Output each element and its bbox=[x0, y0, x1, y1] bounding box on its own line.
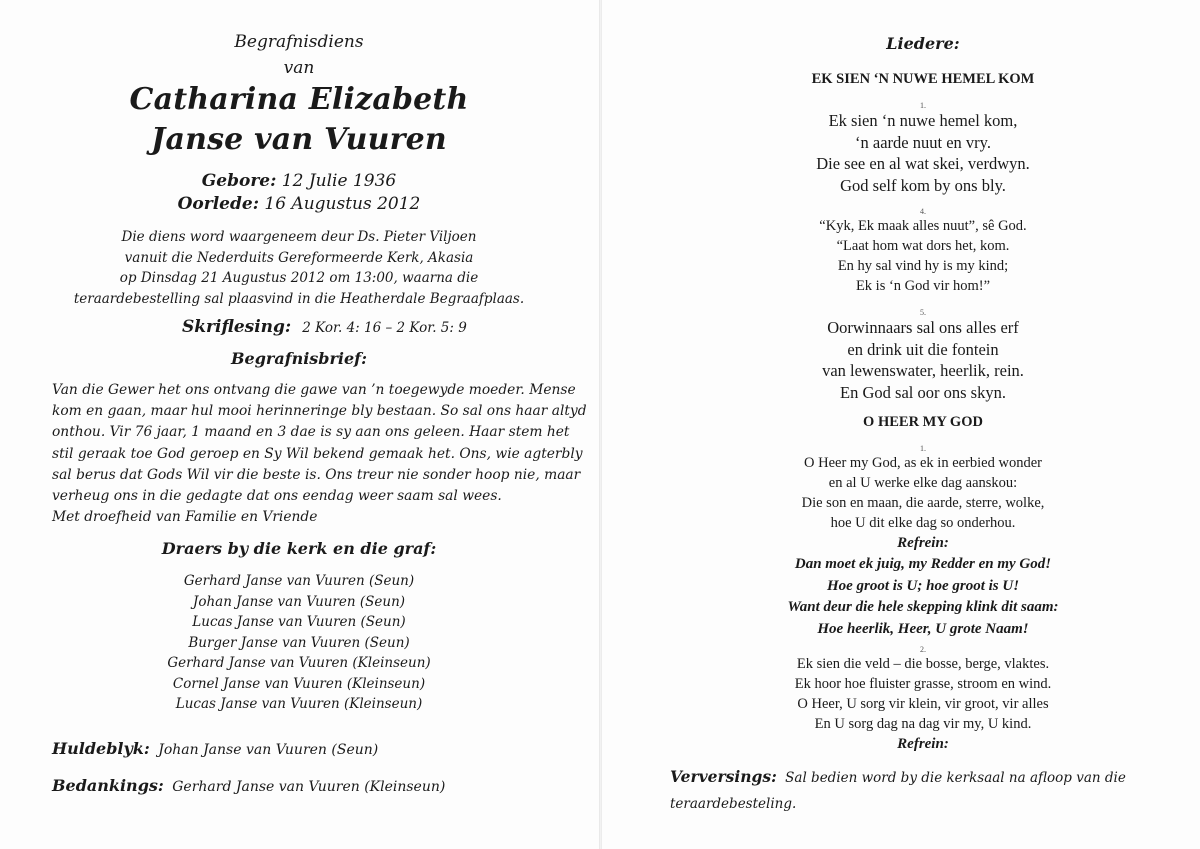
service-heading-van: van bbox=[283, 58, 315, 78]
tribute-value: Johan Janse van Vuuren (Seun) bbox=[158, 742, 379, 758]
bearer-item: Gerhard Janse van Vuuren (Seun) bbox=[183, 573, 415, 589]
verse-line: en al U werke elke dag aanskou: bbox=[828, 475, 1018, 491]
refreshments-label: Verversings: bbox=[670, 767, 777, 786]
verse-line: O Heer, U sorg vir klein, vir groot, vir alles bbox=[797, 696, 1049, 712]
right-page bbox=[603, 0, 1200, 849]
song1-verse5 bbox=[603, 317, 1200, 403]
verse-line: Ek is ‘n God vir hom!” bbox=[855, 278, 991, 294]
letter-line: verheug ons in die gedagte dat ons eendag weer saam sal wees. bbox=[52, 488, 502, 505]
died-label: Oorlede: bbox=[177, 194, 259, 214]
thanks-value: Gerhard Janse van Vuuren (Kleinseun) bbox=[172, 779, 446, 795]
service-heading: Begrafnisdiens bbox=[234, 32, 364, 52]
verse-line: En God sal oor ons skyn. bbox=[840, 382, 1006, 402]
refreshments bbox=[670, 764, 1190, 817]
bearer-item: Cornel Janse van Vuuren (Kleinseun) bbox=[172, 675, 426, 692]
letter-line: sal berus dat Gods Wil vir die beste is. Ons treur nie sonder hoop nie, maar bbox=[52, 466, 581, 483]
page-fold bbox=[599, 0, 602, 849]
verse-number: 1. bbox=[920, 101, 926, 110]
service-line: teraardebestelling sal plaasvind in die Heatherdale Begraafplaas. bbox=[73, 290, 525, 307]
verse-line: Ek hoor hoe fluister grasse, stroom en wind. bbox=[794, 676, 1052, 692]
verse-line: En U sorg dag na dag vir my, U kind. bbox=[814, 716, 1032, 732]
bearer-item: Burger Janse van Vuuren (Seun) bbox=[188, 634, 410, 651]
verse-line: “Laat hom wat dors het, kom. bbox=[836, 238, 1010, 254]
refreshments-text: Sal bedien word by die kerksaal na afloop van die bbox=[785, 770, 1126, 786]
born-line bbox=[0, 171, 598, 191]
refrain-label: Refrein: bbox=[897, 535, 949, 551]
refrain-line: Want deur die hele skepping klink dit saam: bbox=[787, 599, 1059, 615]
verse-line: En hy sal vind hy is my kind; bbox=[837, 258, 1009, 274]
born-label: Gebore: bbox=[201, 171, 277, 191]
verse-number: 4. bbox=[920, 207, 926, 216]
tribute-line bbox=[52, 739, 378, 758]
died-date: 16 Augustus 2012 bbox=[264, 194, 421, 214]
refreshments-line2: teraardebesteling. bbox=[670, 796, 797, 812]
verse-line: Ek sien ‘n nuwe hemel kom, bbox=[828, 111, 1018, 130]
song1-verse4 bbox=[603, 216, 1200, 296]
song2-title: O HEER MY GOD bbox=[863, 414, 983, 430]
verse-line: Oorwinnaars sal ons alles erf bbox=[827, 318, 1019, 337]
deceased-name-line2: Janse van Vuuren bbox=[151, 122, 447, 157]
song2-verse1 bbox=[603, 453, 1200, 533]
refrain bbox=[603, 554, 1200, 640]
refrain-label-2: Refrein: bbox=[897, 736, 949, 752]
verse-line: en drink uit die fontein bbox=[847, 339, 999, 359]
verse-line: Die son en maan, die aarde, sterre, wolke, bbox=[801, 495, 1045, 511]
refrain-line: Hoe heerlik, Heer, U grote Naam! bbox=[817, 620, 1029, 637]
thanks-label: Bedankings: bbox=[52, 776, 164, 795]
bearers-list bbox=[0, 571, 598, 715]
bearers-title: Draers by die kerk en die graf: bbox=[161, 539, 437, 558]
service-line: Die diens word waargeneem deur Ds. Pieter Viljoen bbox=[121, 229, 477, 245]
died-line bbox=[0, 194, 598, 214]
born-date: 12 Julie 1936 bbox=[281, 171, 397, 191]
scripture-value: 2 Kor. 4: 16 – 2 Kor. 5: 9 bbox=[302, 320, 467, 336]
verse-line: Die see en al wat skei, verdwyn. bbox=[816, 154, 1030, 173]
service-line: vanuit die Nederduits Gereformeerde Kerk, Akasia bbox=[124, 249, 474, 266]
thanks-line bbox=[52, 776, 445, 795]
verse-line: God self kom by ons bly. bbox=[840, 175, 1006, 195]
bearer-item: Gerhard Janse van Vuuren (Kleinseun) bbox=[167, 655, 431, 671]
letter-line: kom en gaan, maar hul mooi herinneringe bly bestaan. So sal ons haar altyd bbox=[52, 403, 587, 420]
letter-line: onthou. Vir 76 jaar, 1 maand en 3 dae is sy aan ons geleen. Haar stem het bbox=[52, 424, 570, 441]
bearer-item: Lucas Janse van Vuuren (Seun) bbox=[192, 614, 406, 630]
song2-verse2 bbox=[603, 654, 1200, 734]
verse-line: van lewenswater, heerlik, rein. bbox=[822, 361, 1024, 380]
verse-line: Ek sien die veld – die bosse, berge, vlaktes. bbox=[796, 656, 1050, 672]
scripture-label: Skriflesing: bbox=[182, 317, 292, 337]
scripture-reading bbox=[182, 317, 467, 339]
refreshments-line1 bbox=[670, 764, 1190, 791]
letter-title: Begrafnisbrief: bbox=[231, 349, 367, 368]
verse-line: O Heer my God, as ek in eerbied wonder bbox=[804, 455, 1042, 471]
service-details bbox=[0, 227, 598, 309]
song1-verse1 bbox=[603, 110, 1200, 196]
deceased-name-line1: Catharina Elizabeth bbox=[129, 82, 469, 117]
verse-number: 5. bbox=[920, 308, 926, 317]
verse-line: “Kyk, Ek maak alles nuut”, sê God. bbox=[819, 218, 1027, 234]
left-page bbox=[0, 0, 598, 849]
refrain-line: Hoe groot is U; hoe groot is U! bbox=[826, 577, 1020, 594]
letter-line: stil geraak toe God geroep en Sy Wil bekend gemaak het. Ons, wie agterbly bbox=[52, 445, 583, 462]
refrain-line: Dan moet ek juig, my Redder en my God! bbox=[794, 556, 1052, 572]
verse-number: 1. bbox=[920, 444, 926, 453]
verse-line: ‘n aarde nuut en vry. bbox=[855, 132, 991, 152]
verse-line: hoe U dit elke dag so onderhou. bbox=[830, 515, 1016, 531]
verse-number: 2. bbox=[920, 645, 926, 654]
song1-title: EK SIEN ‘N NUWE HEMEL KOM bbox=[811, 71, 1035, 87]
songs-title: Liedere: bbox=[886, 34, 960, 53]
funeral-letter bbox=[52, 380, 592, 528]
letter-line: Met droefheid van Familie en Vriende bbox=[52, 509, 318, 526]
bearer-item: Johan Janse van Vuuren (Seun) bbox=[192, 593, 406, 610]
service-line: op Dinsdag 21 Augustus 2012 om 13:00, waarna die bbox=[119, 270, 479, 286]
tribute-label: Huldeblyk: bbox=[52, 739, 150, 758]
letter-line: Van die Gewer het ons ontvang die gawe van ’n toegewyde moeder. Mense bbox=[52, 382, 576, 398]
bearer-item: Lucas Janse van Vuuren (Kleinseun) bbox=[175, 696, 423, 712]
